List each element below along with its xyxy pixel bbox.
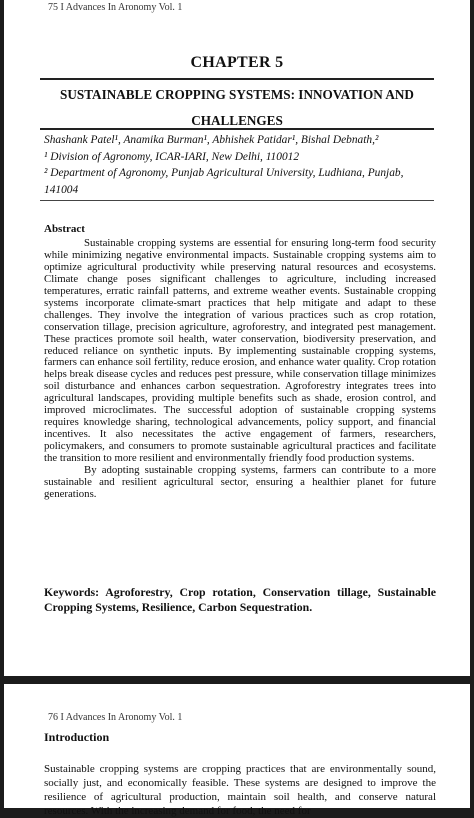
affiliation-2: ² Department of Agronomy, Punjab Agricultural University, Ludhiana, Punjab, 141004 xyxy=(44,167,404,196)
page-76 xyxy=(4,684,470,817)
title-rule-bottom xyxy=(40,128,434,130)
abstract-section xyxy=(44,224,436,501)
running-header: 76 I Advances In Aronomy Vol. 1 xyxy=(48,712,183,723)
abstract-paragraph-1: Sustainable cropping systems are essential for ensuring long-term food security while minimizing negative environmental impacts. Sustainable cropping systems aim to optimize agricultural productivity while preserving natural resources and ecosystems. Climate change poses significant challenges to agriculture, including increased temperatures, erratic rainfall patterns, and extreme weather events. Sustainable cropping systems incorporate climate-smart practices that help mitigate and adapt to these challenges. They involve the integration of various practices such as crop rotation, conservation tillage, precision agriculture, agroforestry, and integrated pest management. These practices promote soil health, water conservation, biodiversity preservation, and reduced reliance on synthetic inputs. By implementing sustainable cropping systems, farmers can enhance soil fertility, reduce erosion, and enhance water quality. Crop rotation helps break disease cycles and reduces pest pressure, while conservation tillage minimizes soil disturbance and enhances carbon sequestration. Agroforestry integrates trees into agricultural landscapes, providing multiple benefits such as shade, erosion control, and improved microclimates. The successful adoption of sustainable cropping systems requires knowledge sharing, technological advancements, policy support, and financial incentives. It also necessitates the active engagement of farmers, researchers, policymakers, and consumers to promote sustainable agricultural practices and facilitate the transition to more resilient and environmentally friendly food production systems. xyxy=(44,236,436,465)
introduction-heading: Introduction xyxy=(44,730,110,744)
chapter-title: SUSTAINABLE CROPPING SYSTEMS: INNOVATION AND CHALLENGES xyxy=(60,87,414,128)
running-header: 75 I Advances In Aronomy Vol. 1 xyxy=(48,2,183,13)
title-rule-top xyxy=(40,78,434,80)
affiliation-1: ¹ Division of Agronomy, ICAR-IARI, New Delhi, 110012 xyxy=(44,150,300,163)
abstract-heading: Abstract xyxy=(44,223,85,235)
abstract-paragraph-2: By adopting sustainable cropping systems, farmers can contribute to a more sustainable and resilient agricultural sector, ensuring a healthier planet for future generations. xyxy=(44,464,436,500)
page-75 xyxy=(4,0,470,676)
author-block xyxy=(44,132,436,198)
introduction-paragraph: Sustainable cropping systems are cropping practices that are environmentally sound, socially just, and economically feasible. These systems are designed to improve the resilience of agricultural production, maintain soil health, and conserve natural resources. With the increasing demand for food, the need for xyxy=(44,763,436,817)
author-names: Shashank Patel¹, Anamika Burman¹, Abhishek Patidar¹, Bishal Debnath,² xyxy=(44,134,379,146)
chapter-label: CHAPTER 5 xyxy=(190,54,284,71)
author-rule xyxy=(40,200,434,201)
keywords: Keywords: Agroforestry, Crop rotation, Conservation tillage, Sustainable Cropping Systems, Resilience, Carbon Sequestration. xyxy=(44,585,436,614)
